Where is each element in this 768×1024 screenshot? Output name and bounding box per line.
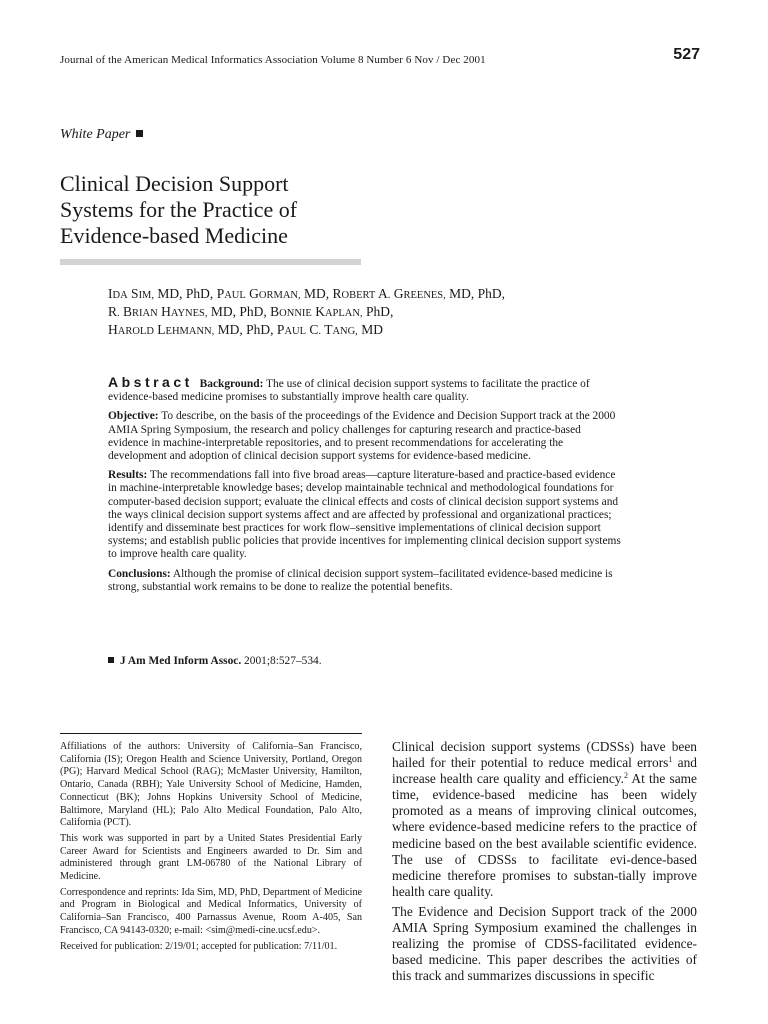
body-paragraph: The Evidence and Decision Support track of the 2000 AMIA Spring Symposium examined the challenges in realizing the promise of CDSS-facilitated evidence-based medicine. This paper describes the activities of this track and summarizes discussions in specific [392,903,697,984]
page-number: 527 [673,46,700,63]
author-list [108,286,668,340]
conclusions-label: Conclusions: [108,567,171,580]
citation-details: 2001;8:527–534. [244,655,322,667]
journal-header: Journal of the American Medical Informatics Association Volume 8 Number 6 Nov / Dec 2001 [60,54,486,66]
affiliations-note: Affiliations of the authors: University of California–San Francisco, California (IS); Oregon Health and Science University, Portland, Oregon (PG); Harvard Medical School (RAG); McMaster University, Hamilton, Ontario, Canada (RBH); Yale University School of Medicine, Hamden, Connecticut (BK); Johns Hopkins University School of Medicine, Baltimore, Maryland (HL); Palo Alto Medical Foundation, Palo Alto, California (PCT). [60,741,362,829]
body-paragraph [392,739,697,900]
citation [108,655,322,667]
results-label: Results: [108,469,148,482]
author-line: HAROLD LEHMANN, MD, PhD, PAUL C. TANG, MD [108,322,383,337]
body-text-segment: and increase health care quality and efficiency. [392,755,697,787]
running-header [60,46,700,74]
title-divider [60,259,361,265]
citation-journal: J Am Med Inform Assoc. [120,655,242,667]
square-bullet-icon [136,130,143,137]
footnote-divider [60,733,362,734]
reference-2[interactable]: 2 [623,771,628,781]
section-label-text: White Paper [60,127,131,142]
body-text-segment: At the same time, evidence-based medicine has been widely promoted as a means of improving clinical outcomes, where evidence-based medicine refers to the practice of medicine based on the best available scientific evidence. The use of CDSSs to facilitate evi-dence-based medicine therefore promises to substan-tially improve health care quality. [392,771,698,899]
abstract-conclusions [108,568,624,594]
conclusions-text: Although the promise of clinical decision support system–facilitated evidence-based medicine is strong, substantial work remains to be done to realize the potential benefits. [108,567,613,593]
title-line: Evidence-based Medicine [60,223,288,248]
title-line: Systems for the Practice of [60,197,298,222]
author-line: R. BRIAN HAYNES, MD, PhD, BONNIE KAPLAN, PhD, [108,304,394,319]
abstract-heading: Abstract [108,374,193,390]
abstract-results [108,469,624,561]
results-text: The recommendations fall into five broad areas—capture literature-based and practice-based evidence in machine-interpretable knowledge bases; develop maintainable technical and methodological foundations for computer-based decision support; evaluate the clinical effects and costs of clinical decision support systems and the ways clinical decision support systems affect and are affected by professional and organizational practices; identify and disseminate best practices for work flow–sensitive implementations of clinical decision support systems; and establish public policies that provide incentives for implementing clinical decision support systems to improve health care quality. [108,469,621,561]
objective-text: To describe, on the basis of the proceedings of the Evidence and Decision Support track at the 2000 AMIA Spring Symposium, the research and policy challenges for capturing research and practice-based evidence in machine-interpretable repositories, and to present recommendations for accelerating the development and adoption of clinical decision support systems for evidence-based medicine. [108,410,616,463]
body-text [392,739,697,988]
objective-label: Objective: [108,410,159,423]
footnotes [60,741,362,956]
abstract-background [108,376,624,404]
received-note: Received for publication: 2/19/01; accepted for publication: 7/11/01. [60,940,338,952]
body-text-segment: Clinical decision support systems (CDSSs) have been hailed for their potential to reduce medical errors [392,739,697,771]
support-note: This work was supported in part by a United States Presidential Early Career Award for Scientists and Engineers awarded to Dr. Sim and administered through grant LM-06780 of the National Library of Medicine. [60,832,362,883]
reference-1[interactable]: 1 [668,755,673,765]
title-line: Clinical Decision Support [60,171,289,196]
background-label: Background: [199,378,264,390]
square-bullet-icon [108,657,114,663]
background-text: The use of clinical decision support systems to facilitate the practice of evidence-based medicine promises to substantially improve health care quality. [108,378,590,404]
abstract [108,376,624,600]
author-line: IDA SIM, MD, PhD, PAUL GORMAN, MD, ROBERT A. GREENES, MD, PhD, [108,286,506,301]
article-title [60,171,400,249]
abstract-objective [108,410,624,463]
correspondence-note: Correspondence and reprints: Ida Sim, MD, PhD, Department of Medicine and Program in Biological and Medical Informatics, University of California–San Francisco, 400 Parnassus Avenue, Room A-405, San Francisco, CA 94143-0320; e-mail: <sim@medi-cine.ucsf.edu>. [60,886,362,936]
section-label [60,127,143,143]
